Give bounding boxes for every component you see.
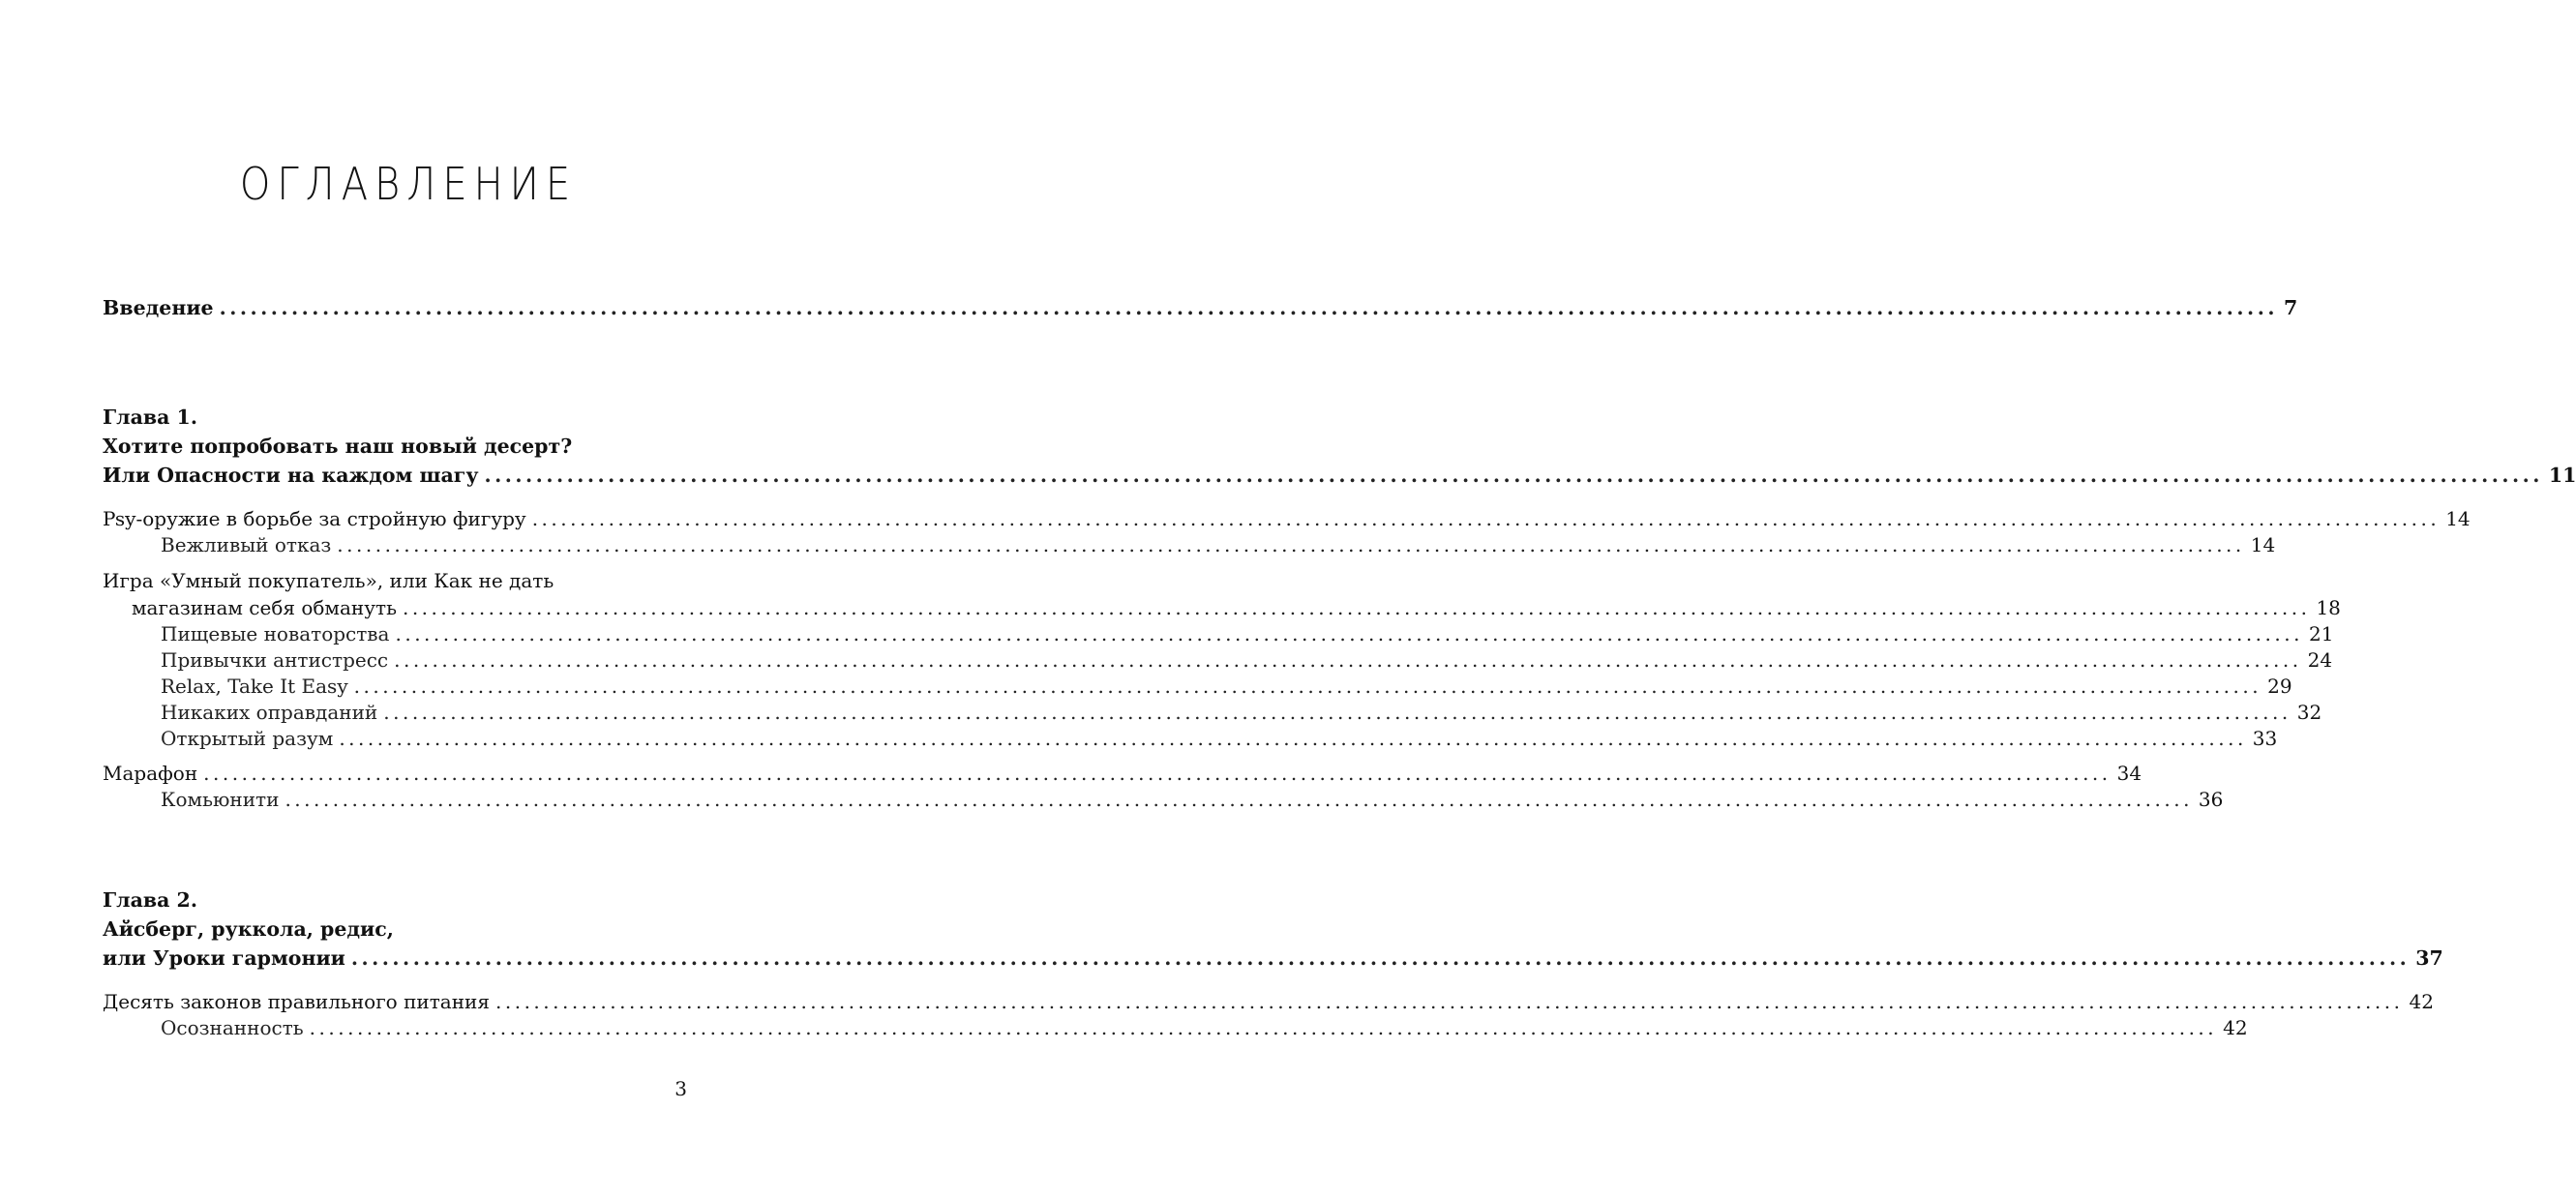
toc-entry-label: магазинам себя обмануть	[132, 596, 397, 619]
toc-subentry[interactable]	[161, 787, 2224, 812]
dot-leader: ........................................................................................................................................................................................................	[219, 296, 2278, 319]
toc-entry-label: Марафон	[103, 762, 198, 785]
toc-entry-label: Relax, Take It Easy	[161, 675, 348, 698]
toc-subentry[interactable]	[161, 1015, 2248, 1040]
dot-leader: ........................................................................................................................................................................................................	[350, 946, 2411, 970]
toc-page-number: 18	[2316, 596, 2341, 619]
dot-leader: ........................................................................................................................................................................................................	[337, 533, 2245, 556]
toc-page-number: 24	[2307, 648, 2333, 672]
toc-subentry[interactable]	[161, 621, 2334, 646]
toc-page-number: 42	[2409, 990, 2434, 1013]
toc-page-number: 14	[2445, 507, 2471, 530]
chapter-2-title: Айсберг, руккола, редис,	[103, 917, 394, 941]
toc-page-number: 42	[2223, 1016, 2248, 1039]
toc-entry[interactable]	[103, 761, 2142, 786]
dot-leader: ........................................................................................................................................................................................................	[495, 990, 2404, 1013]
toc-entry-label: Игра «Умный покупатель», или Как не дать	[103, 569, 554, 592]
toc-entry-line2[interactable]	[132, 595, 2341, 620]
toc-subentry[interactable]	[161, 647, 2333, 673]
toc-entry[interactable]	[103, 989, 2434, 1014]
toc-page-number: 37	[2415, 946, 2443, 970]
chapter-1-title: Хотите попробовать наш новый десерт?	[103, 435, 573, 458]
toc-page-number: 33	[2252, 727, 2278, 750]
toc-entry-label: Вежливый отказ	[161, 533, 332, 556]
toc-subentry[interactable]	[161, 726, 2278, 751]
toc-entry-label: Осознанность	[161, 1016, 304, 1039]
dot-leader: ........................................................................................................................................................................................................	[285, 788, 2193, 811]
toc-page-number: 34	[2116, 762, 2142, 785]
dot-leader: ........................................................................................................................................................................................................	[395, 622, 2303, 645]
page-title: ОГЛАВЛЕНИЕ	[239, 159, 578, 211]
chapter-1-subtitle: Или Опасности на каждом шагу	[103, 464, 479, 487]
toc-subentry[interactable]	[161, 700, 2322, 725]
toc-entry-label: Комьюнити	[161, 788, 280, 811]
chapter-2-subtitle: или Уроки гармонии	[103, 946, 345, 970]
toc-entry-label: Psy-оружие в борьбе за стройную фигуру	[103, 507, 526, 530]
dot-leader: ........................................................................................................................................................................................................	[394, 648, 2302, 672]
dot-leader: ........................................................................................................................................................................................................	[484, 464, 2543, 487]
toc-subentry[interactable]	[161, 674, 2292, 699]
toc-page-number: 14	[2250, 533, 2276, 556]
page-number: 3	[674, 1077, 687, 1100]
dot-leader: ........................................................................................................................................................................................................	[309, 1016, 2218, 1039]
chapter-2-number: Глава 2.	[103, 888, 197, 912]
dot-leader: ........................................................................................................................................................................................................	[383, 701, 2291, 724]
toc-entry[interactable]	[103, 506, 2471, 531]
dot-leader: ........................................................................................................................................................................................................	[353, 675, 2262, 698]
dot-leader: ........................................................................................................................................................................................................	[339, 727, 2247, 750]
toc-entry-intro[interactable]	[103, 295, 2298, 320]
dot-leader: ........................................................................................................................................................................................................	[203, 762, 2112, 785]
toc-entry-label: Введение	[103, 296, 214, 319]
toc-page-number: 36	[2198, 788, 2224, 811]
toc-entry-label: Пищевые новаторства	[161, 622, 390, 645]
toc-entry-line1[interactable]	[103, 568, 685, 593]
chapter-1-number: Глава 1.	[103, 405, 197, 429]
toc-entry-label: Открытый разум	[161, 727, 334, 750]
toc-page-number: 21	[2308, 622, 2334, 645]
toc-page-number: 7	[2283, 296, 2298, 319]
toc-page-number: 29	[2267, 675, 2292, 698]
toc-entry-chapter-1[interactable]	[103, 463, 2576, 488]
toc-entry-chapter-2[interactable]	[103, 945, 2443, 971]
toc-page-number: 11	[2548, 464, 2576, 487]
dot-leader: ........................................................................................................................................................................................................	[531, 507, 2441, 530]
toc-entry-label: Десять законов правильного питания	[103, 990, 490, 1013]
dot-leader: ........................................................................................................................................................................................................	[402, 596, 2311, 619]
toc-entry-label: Привычки антистресс	[161, 648, 389, 672]
toc-entry-label: Никаких оправданий	[161, 701, 378, 724]
toc-page-number: 32	[2296, 701, 2322, 724]
toc-subentry[interactable]	[161, 532, 2276, 557]
